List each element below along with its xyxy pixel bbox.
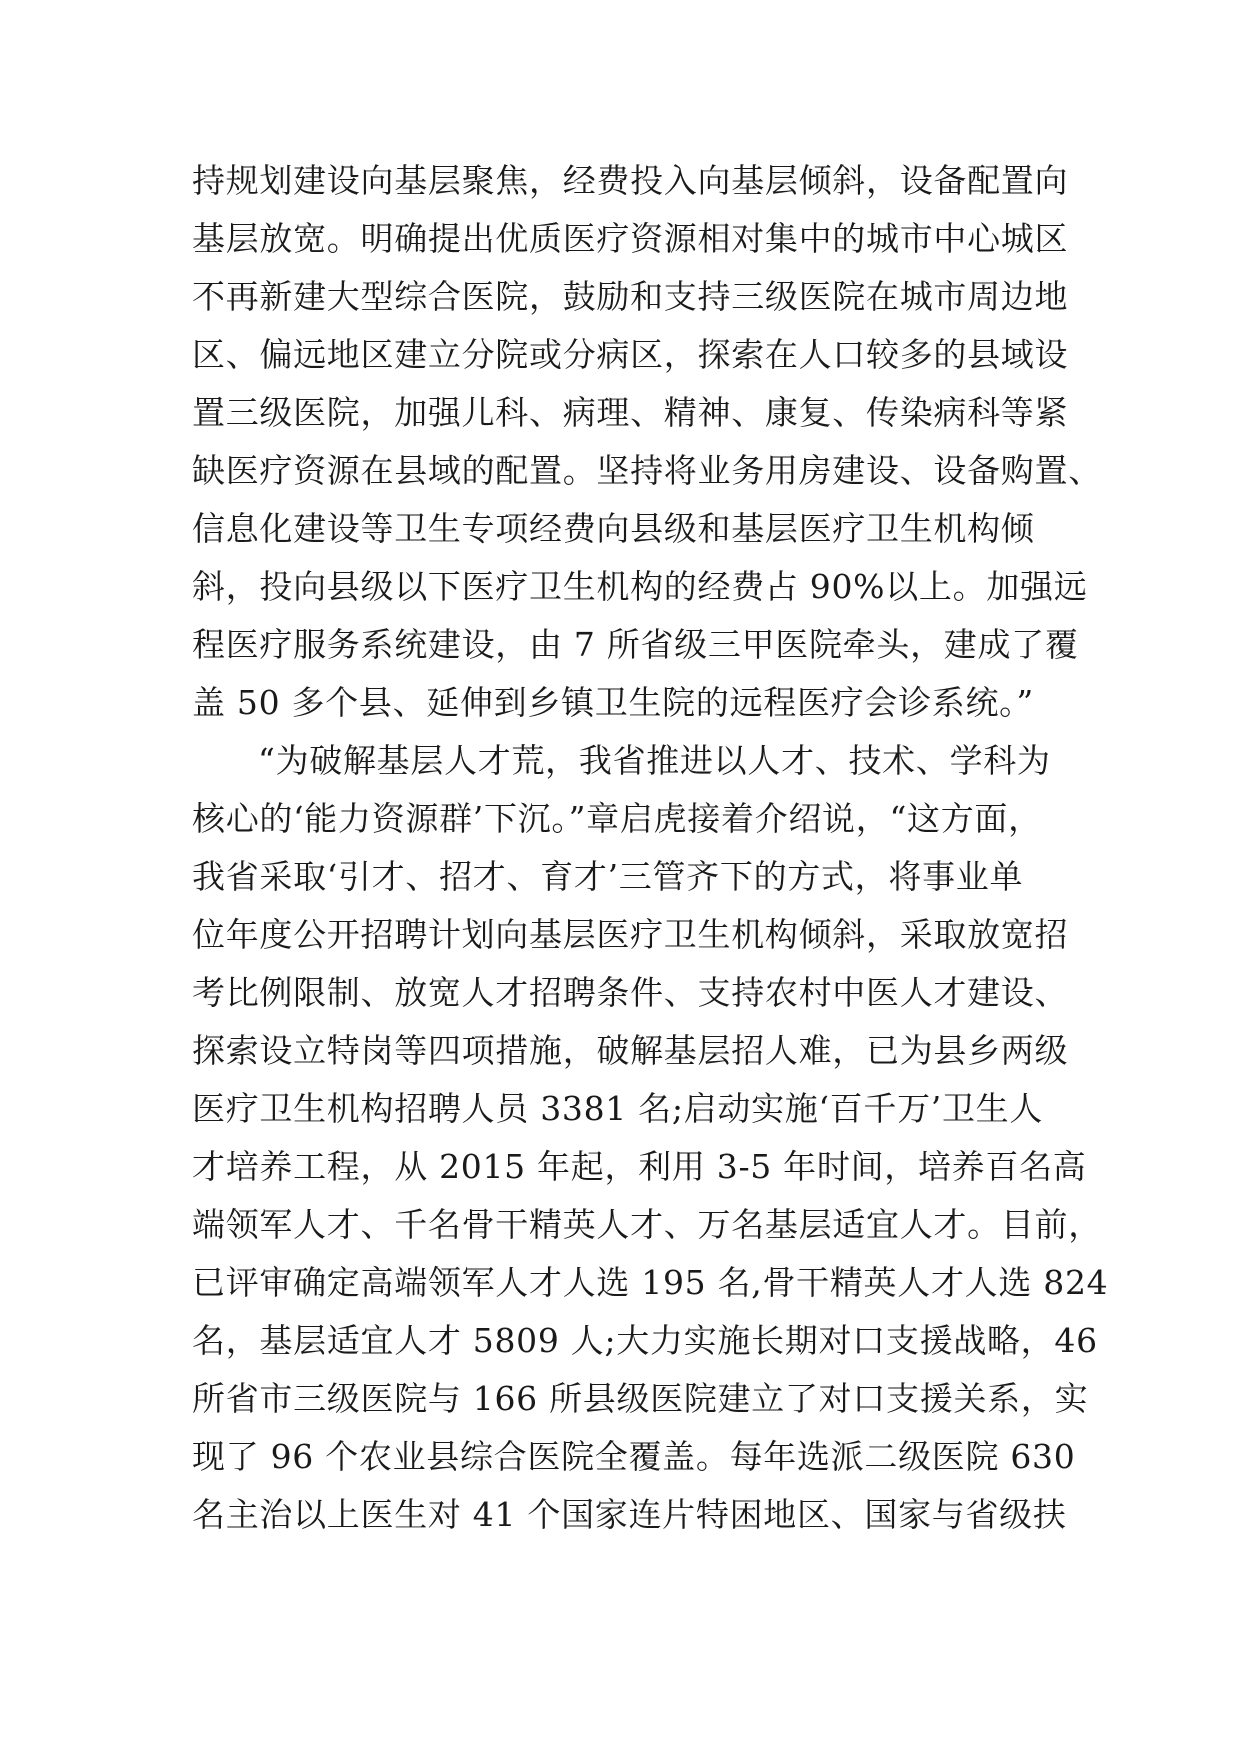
text-line: 名主治以上医生对 41 个国家连片特困地区、国家与省级扶 — [192, 1495, 1067, 1534]
text-line: 斜，投向县级以下医疗卫生机构的经费占 90%以上。加强远 — [192, 567, 1088, 606]
text-line: 基层放宽。明确提出优质医疗资源相对集中的城市中心城区 — [192, 219, 1069, 258]
text-line: 考比例限制、放宽人才招聘条件、支持农村中医人才建设、 — [192, 973, 1069, 1012]
text-line: 不再新建大型综合医院，鼓励和支持三级医院在城市周边地 — [192, 277, 1069, 316]
text-line: 探索设立特岗等四项措施，破解基层招人难，已为县乡两级 — [192, 1031, 1069, 1070]
text-line: 我省采取‘引才、招才、育才’三管齐下的方式，将事业单 — [192, 857, 1024, 896]
text-line: 所省市三级医院与 166 所县级医院建立了对口支援关系，实 — [192, 1379, 1089, 1418]
text-line: 区、偏远地区建立分院或分病区，探索在人口较多的县域设 — [192, 335, 1069, 374]
text-line: 名，基层适宜人才 5809 人;大力实施长期对口支援战略，46 — [192, 1321, 1098, 1360]
text-line: 医疗卫生机构招聘人员 3381 名;启动实施‘百千万’卫生人 — [192, 1089, 1044, 1128]
text-line: 持规划建设向基层聚焦，经费投入向基层倾斜，设备配置向 — [192, 161, 1069, 200]
text-line: 缺医疗资源在县域的配置。坚持将业务用房建设、设备购置、 — [192, 451, 1102, 490]
text-line: 已评审确定高端领军人才人选 195 名,骨干精英人才人选 824 — [192, 1263, 1109, 1302]
text-line: 信息化建设等卫生专项经费向县级和基层医疗卫生机构倾 — [192, 509, 1035, 548]
text-line: 才培养工程，从 2015 年起，利用 3-5 年时间，培养百名高 — [192, 1147, 1087, 1186]
paragraph-first-line: “为破解基层人才荒，我省推进以人才、技术、学科为 — [258, 741, 1051, 780]
text-line: 端领军人才、千名骨干精英人才、万名基层适宜人才。目前， — [192, 1205, 1102, 1244]
text-line: 程医疗服务系统建设，由 7 所省级三甲医院牵头，建成了覆 — [192, 625, 1079, 664]
text-line: 置三级医院，加强儿科、病理、精神、康复、传染病科等紧 — [192, 393, 1069, 432]
text-line: 位年度公开招聘计划向基层医疗卫生机构倾斜，采取放宽招 — [192, 915, 1069, 954]
text-line: 核心的‘能力资源群’下沉。”章启虎接着介绍说，“这方面， — [192, 799, 1042, 838]
text-line: 现了 96 个农业县综合医院全覆盖。每年选派二级医院 630 — [192, 1437, 1076, 1476]
text-line: 盖 50 多个县、延伸到乡镇卫生院的远程医疗会诊系统。” — [192, 683, 1034, 722]
